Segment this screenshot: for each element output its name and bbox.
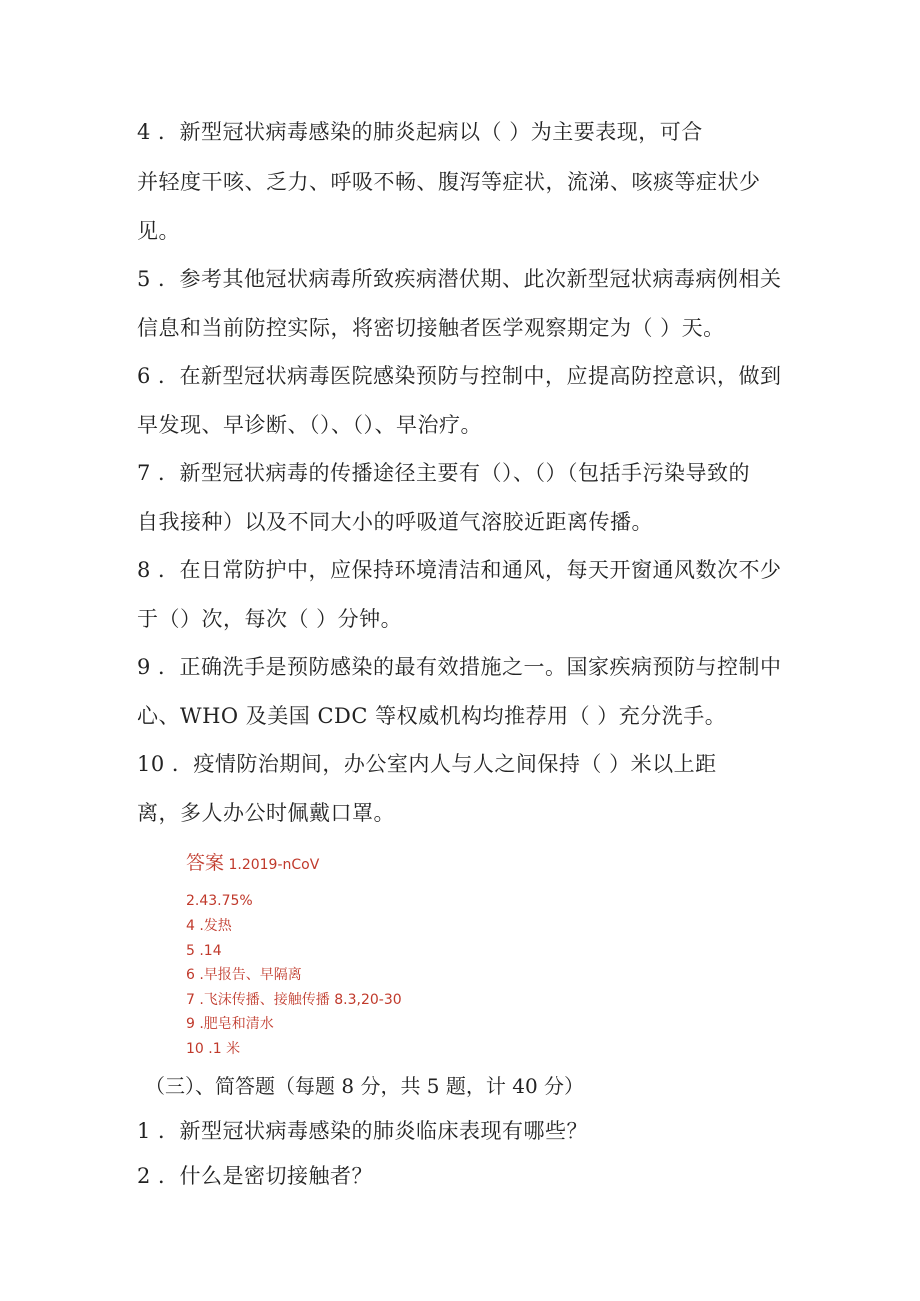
question-10-line-1: 10 ．疫情防治期间，办公室内人与人之间保持（ ）米以上距 [137,752,717,776]
answer-item: 9 .肥皂和清水 [186,1016,274,1032]
question-10-line-2: 离，多人办公时佩戴口罩。 [137,801,395,825]
answers-title: 答案 [186,852,225,874]
answer-item: 5 .14 [186,943,222,959]
question-7-line-2: 自我接种）以及不同大小的呼吸道气溶胶近距离传播。 [137,510,653,534]
question-6-line-2: 早发现、早诊断、（）、（）、早治疗。 [137,413,482,437]
question-5-line-1: 5 ．参考其他冠状病毒所致疾病潜伏期、此次新型冠状病毒病例相关 [137,267,782,291]
question-9-line-2: 心、WHO 及美国 CDC 等权威机构均推荐用（ ）充分洗手。 [137,704,727,728]
question-6-line-1: 6 ．在新型冠状病毒医院感染预防与控制中，应提高防控意识，做到 [137,364,782,388]
question-8-line-1: 8 ．在日常防护中，应保持环境清洁和通风，每天开窗通风数次不少 [137,558,782,582]
answers-header [186,853,319,875]
answer-item: 7 .飞沫传播、接触传播 8.3,20-30 [186,992,402,1008]
short-question-1: 1 ．新型冠状病毒感染的肺炎临床表现有哪些？ [137,1119,589,1143]
question-4-line-3: 见。 [137,219,180,243]
question-4-line-2: 并轻度干咳、乏力、呼吸不畅、腹泻等症状，流涕、咳痰等症状少 [137,170,761,194]
answer-1: 1.2019-nCoV [228,857,320,873]
question-7-line-1: 7 ．新型冠状病毒的传播途径主要有（）、（）（包括手污染导致的 [137,461,751,485]
question-4-line-1: 4 ．新型冠状病毒感染的肺炎起病以（ ）为主要表现，可合 [137,120,703,144]
answer-item: 4 .发热 [186,918,232,934]
section-title: （三）、简答题（每题 8 分，共 5 题，计 40 分） [145,1074,585,1098]
answer-item: 10 .1 米 [186,1041,241,1057]
answer-item: 2.43.75% [186,893,253,909]
question-8-line-2: 于（）次，每次（ ）分钟。 [137,607,403,631]
question-9-line-1: 9 ．正确洗手是预防感染的最有效措施之一。国家疾病预防与控制中 [137,655,782,679]
answer-item: 6 .早报告、早隔离 [186,967,302,983]
short-question-2: 2 ．什么是密切接触者？ [137,1164,374,1188]
question-5-line-2: 信息和当前防控实际，将密切接触者医学观察期定为（ ）天。 [137,316,725,340]
